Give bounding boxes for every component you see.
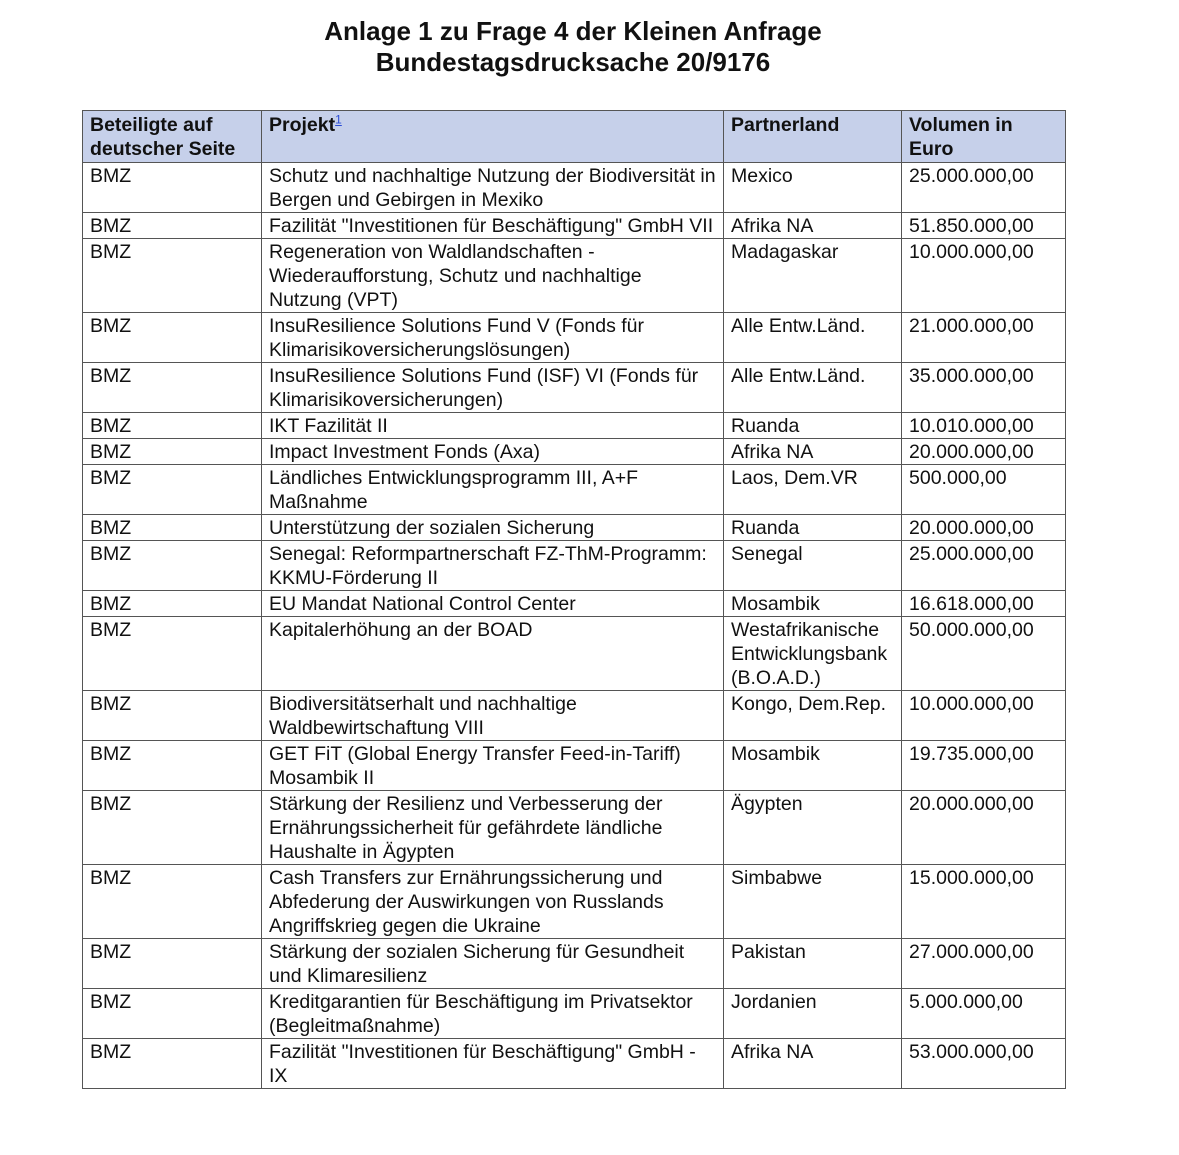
cell-beteiligte: BMZ <box>83 213 262 239</box>
table-row <box>83 439 1066 465</box>
table-row <box>83 163 1066 213</box>
cell-projekt: InsuResilience Solutions Fund (ISF) VI (Fonds für Klimarisikoversicherungen) <box>262 363 724 413</box>
cell-projekt: Fazilität "Investitionen für Beschäftigung" GmbH - IX <box>262 1039 724 1089</box>
cell-volumen: 51.850.000,00 <box>902 213 1066 239</box>
cell-partnerland: Mosambik <box>724 741 902 791</box>
table-row <box>83 591 1066 617</box>
cell-projekt: IKT Fazilität II <box>262 413 724 439</box>
header-row <box>83 111 1066 163</box>
table-row <box>83 515 1066 541</box>
cell-beteiligte: BMZ <box>83 617 262 691</box>
title-line-2: Bundestagsdrucksache 20/9176 <box>375 47 771 77</box>
cell-beteiligte: BMZ <box>83 363 262 413</box>
table-row <box>83 741 1066 791</box>
cell-volumen: 5.000.000,00 <box>902 989 1066 1039</box>
table-row <box>83 213 1066 239</box>
cell-projekt: Stärkung der sozialen Sicherung für Gesundheit und Klimaresilienz <box>262 939 724 989</box>
table-row <box>83 617 1066 691</box>
footnote-link[interactable]: 1 <box>335 112 342 127</box>
cell-beteiligte: BMZ <box>83 741 262 791</box>
cell-projekt: Stärkung der Resilienz und Verbesserung der Ernährungssicherheit für gefährdete ländliche Haushalte in Ägypten <box>262 791 724 865</box>
projects-table <box>82 110 1066 1089</box>
cell-volumen: 10.010.000,00 <box>902 413 1066 439</box>
header-projekt <box>262 111 724 163</box>
cell-partnerland: Alle Entw.Länd. <box>724 363 902 413</box>
cell-volumen: 20.000.000,00 <box>902 515 1066 541</box>
cell-partnerland: Afrika NA <box>724 213 902 239</box>
cell-beteiligte: BMZ <box>83 439 262 465</box>
cell-volumen: 20.000.000,00 <box>902 791 1066 865</box>
cell-beteiligte: BMZ <box>83 865 262 939</box>
cell-volumen: 50.000.000,00 <box>902 617 1066 691</box>
table-row <box>83 1039 1066 1089</box>
cell-partnerland: Westafrikanische Entwicklungsbank (B.O.A.D.) <box>724 617 902 691</box>
table-row <box>83 239 1066 313</box>
cell-projekt: GET FiT (Global Energy Transfer Feed-in-Tariff) Mosambik II <box>262 741 724 791</box>
cell-volumen: 25.000.000,00 <box>902 541 1066 591</box>
title-line-1: Anlage 1 zu Frage 4 der Kleinen Anfrage <box>324 16 822 46</box>
cell-projekt: Cash Transfers zur Ernährungssicherung und Abfederung der Auswirkungen von Russlands Angriffskrieg gegen die Ukraine <box>262 865 724 939</box>
cell-volumen: 10.000.000,00 <box>902 691 1066 741</box>
table-row <box>83 363 1066 413</box>
cell-beteiligte: BMZ <box>83 313 262 363</box>
cell-volumen: 16.618.000,00 <box>902 591 1066 617</box>
cell-beteiligte: BMZ <box>83 1039 262 1089</box>
cell-projekt: Senegal: Reformpartnerschaft FZ-ThM-Programm: KKMU-Förderung II <box>262 541 724 591</box>
cell-beteiligte: BMZ <box>83 541 262 591</box>
cell-partnerland: Jordanien <box>724 989 902 1039</box>
cell-partnerland: Laos, Dem.VR <box>724 465 902 515</box>
cell-partnerland: Senegal <box>724 541 902 591</box>
cell-projekt: Biodiversitätserhalt und nachhaltige Waldbewirtschaftung VIII <box>262 691 724 741</box>
cell-volumen: 27.000.000,00 <box>902 939 1066 989</box>
cell-partnerland: Mosambik <box>724 591 902 617</box>
cell-partnerland: Alle Entw.Länd. <box>724 313 902 363</box>
cell-beteiligte: BMZ <box>83 163 262 213</box>
cell-volumen: 10.000.000,00 <box>902 239 1066 313</box>
header-projekt-label: Projekt <box>269 114 336 136</box>
cell-partnerland: Afrika NA <box>724 439 902 465</box>
table-row <box>83 691 1066 741</box>
cell-beteiligte: BMZ <box>83 413 262 439</box>
cell-partnerland: Mexico <box>724 163 902 213</box>
cell-beteiligte: BMZ <box>83 515 262 541</box>
cell-projekt: Schutz und nachhaltige Nutzung der Biodiversität in Bergen und Gebirgen in Mexiko <box>262 163 724 213</box>
table-row <box>83 313 1066 363</box>
cell-projekt: Kapitalerhöhung an der BOAD <box>262 617 724 691</box>
header-volumen: Volumen in Euro <box>902 111 1066 163</box>
header-beteiligte: Beteiligte auf deutscher Seite <box>83 111 262 163</box>
table-row <box>83 791 1066 865</box>
cell-volumen: 35.000.000,00 <box>902 363 1066 413</box>
cell-partnerland: Madagaskar <box>724 239 902 313</box>
cell-beteiligte: BMZ <box>83 791 262 865</box>
header-partnerland: Partnerland <box>724 111 902 163</box>
table-row <box>83 541 1066 591</box>
cell-projekt: Kreditgarantien für Beschäftigung im Privatsektor (Begleitmaßnahme) <box>262 989 724 1039</box>
cell-projekt: Fazilität "Investitionen für Beschäftigung" GmbH VII <box>262 213 724 239</box>
cell-volumen: 15.000.000,00 <box>902 865 1066 939</box>
cell-projekt: EU Mandat National Control Center <box>262 591 724 617</box>
table-row <box>83 465 1066 515</box>
cell-partnerland: Ägypten <box>724 791 902 865</box>
cell-volumen: 500.000,00 <box>902 465 1066 515</box>
cell-beteiligte: BMZ <box>83 989 262 1039</box>
cell-projekt: Ländliches Entwicklungsprogramm III, A+F Maßnahme <box>262 465 724 515</box>
table-row <box>83 865 1066 939</box>
cell-volumen: 53.000.000,00 <box>902 1039 1066 1089</box>
cell-partnerland: Afrika NA <box>724 1039 902 1089</box>
cell-projekt: Unterstützung der sozialen Sicherung <box>262 515 724 541</box>
cell-partnerland: Pakistan <box>724 939 902 989</box>
cell-volumen: 19.735.000,00 <box>902 741 1066 791</box>
cell-partnerland: Simbabwe <box>724 865 902 939</box>
cell-beteiligte: BMZ <box>83 939 262 989</box>
cell-partnerland: Ruanda <box>724 413 902 439</box>
table-body <box>83 163 1066 1089</box>
table-row <box>83 939 1066 989</box>
cell-beteiligte: BMZ <box>83 465 262 515</box>
cell-beteiligte: BMZ <box>83 591 262 617</box>
table-header <box>83 111 1066 163</box>
cell-projekt: Regeneration von Waldlandschaften - Wiederaufforstung, Schutz und nachhaltige Nutzung (VPT) <box>262 239 724 313</box>
table-row <box>83 989 1066 1039</box>
cell-volumen: 25.000.000,00 <box>902 163 1066 213</box>
cell-beteiligte: BMZ <box>83 691 262 741</box>
document-title <box>0 16 1146 78</box>
cell-partnerland: Ruanda <box>724 515 902 541</box>
cell-projekt: Impact Investment Fonds (Axa) <box>262 439 724 465</box>
cell-partnerland: Kongo, Dem.Rep. <box>724 691 902 741</box>
table-row <box>83 413 1066 439</box>
cell-beteiligte: BMZ <box>83 239 262 313</box>
cell-volumen: 21.000.000,00 <box>902 313 1066 363</box>
cell-projekt: InsuResilience Solutions Fund V (Fonds für Klimarisikoversicherungslösungen) <box>262 313 724 363</box>
cell-volumen: 20.000.000,00 <box>902 439 1066 465</box>
